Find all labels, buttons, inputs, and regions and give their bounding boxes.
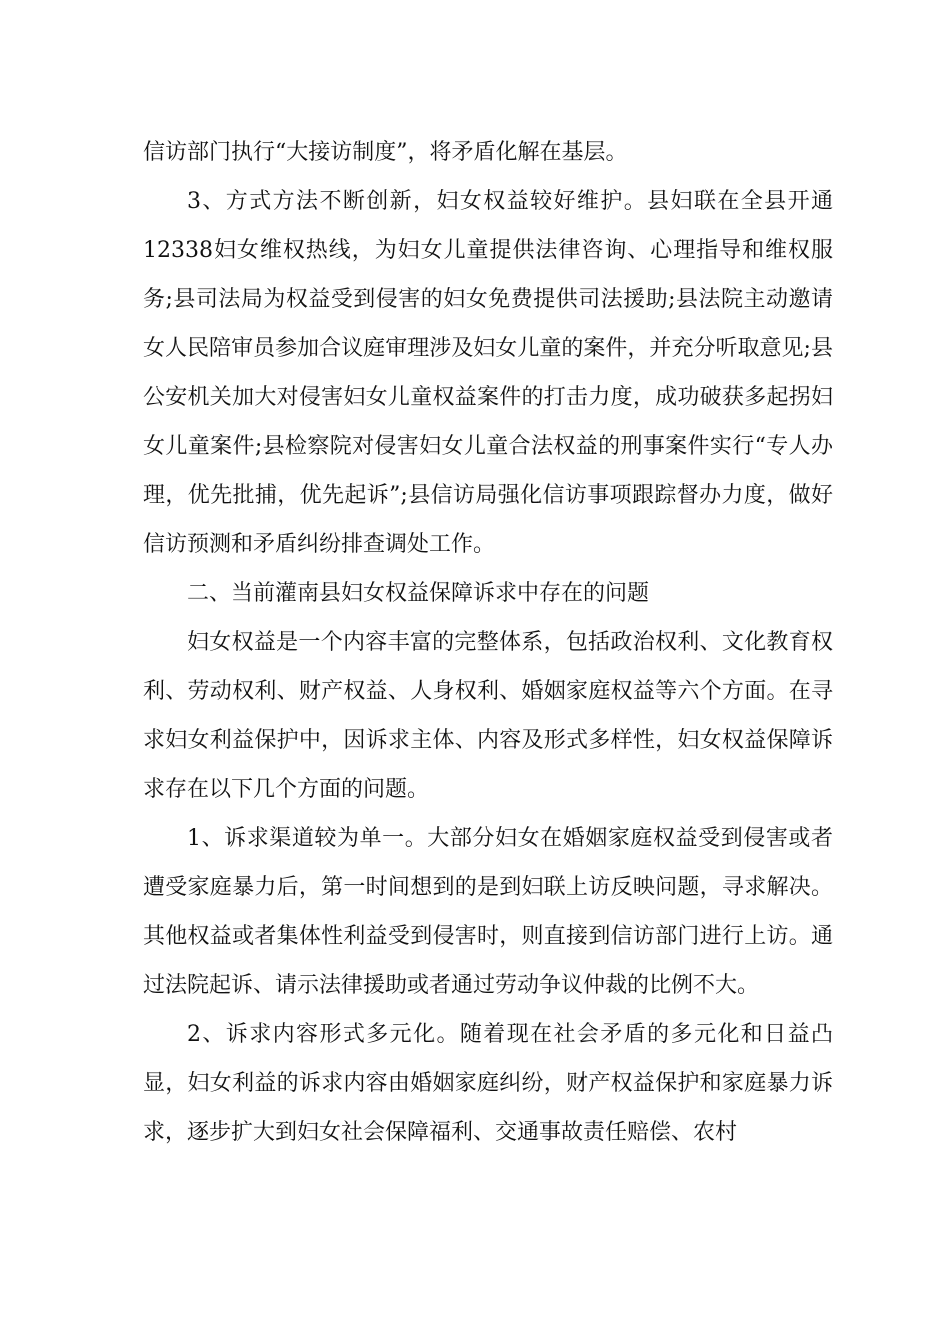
paragraph-1: 信访部门执行“大接访制度”，将矛盾化解在基层。 (143, 140, 628, 165)
paragraph-4: 1、诉求渠道较为单一。大部分妇女在婚姻家庭权益受到侵害或者遭受家庭暴力后，第一时间想到的是到妇联上访反映问题，寻求解决。其他权益或者集体性利益受到侵害时，则直接到信访部门进行上访。通过法院起诉、请示法律援助或者通过劳动争议仲裁的比例不大。 (143, 826, 833, 998)
paragraph-3: 妇女权益是一个内容丰富的完整体系，包括政治权利、文化教育权利、劳动权利、财产权益、人身权利、婚姻家庭权益等六个方面。在寻求妇女利益保护中，因诉求主体、内容及形式多样性，妇女权益保障诉求存在以下几个方面的问题。 (143, 630, 833, 802)
section-heading: 二、当前灌南县妇女权益保障诉求中存在的问题 (187, 581, 650, 606)
paragraph-5: 2、诉求内容形式多元化。随着现在社会矛盾的多元化和日益凸显，妇女利益的诉求内容由婚姻家庭纠纷，财产权益保护和家庭暴力诉求，逐步扩大到妇女社会保障福利、交通事故责任赔偿、农村 (143, 1022, 833, 1145)
document-body (143, 128, 833, 1157)
paragraph-2: 3、方式方法不断创新，妇女权益较好维护。县妇联在全县开通12338妇女维权热线，为妇女儿童提供法律咨询、心理指导和维权服务;县司法局为权益受到侵害的妇女免费提供司法援助;县法院主动邀请女人民陪审员参加合议庭审理涉及妇女儿童的案件，并充分听取意见;县公安机关加大对侵害妇女儿童权益案件的打击力度，成功破获多起拐妇女儿童案件;县检察院对侵害妇女儿童合法权益的刑事案件实行“专人办理，优先批捕，优先起诉”;县信访局强化信访事项跟踪督办力度，做好信访预测和矛盾纠纷排查调处工作。 (143, 189, 833, 557)
